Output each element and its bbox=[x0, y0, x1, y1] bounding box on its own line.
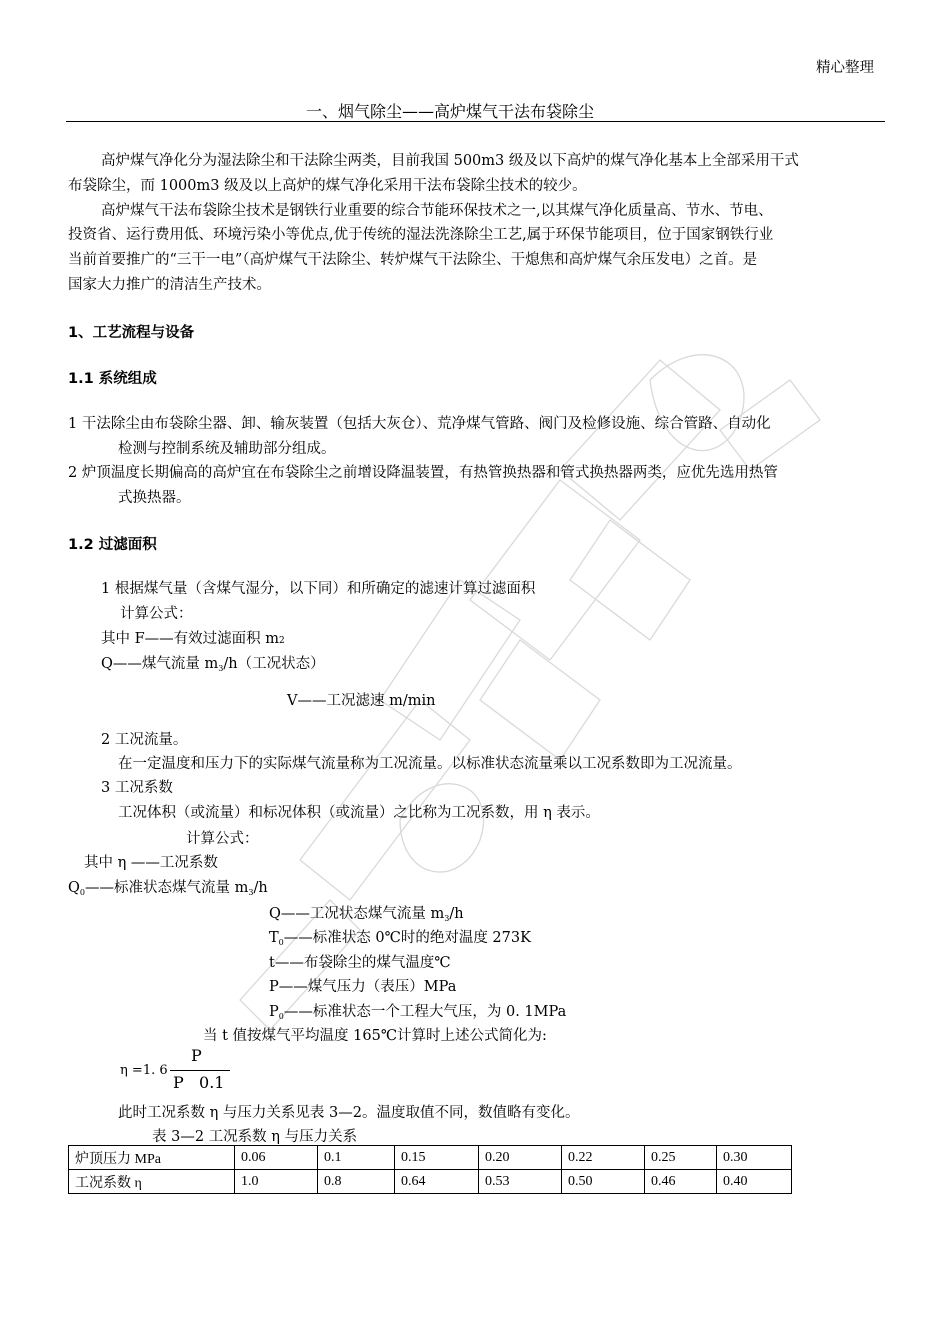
table-cell: 0.15 bbox=[395, 1146, 479, 1170]
working-coef-heading: 3 工况系数 bbox=[101, 780, 173, 796]
equation-denominator: P 0.1 bbox=[173, 1073, 225, 1092]
header-label: 精心整理 bbox=[816, 60, 874, 76]
table-cell: 1.0 bbox=[235, 1170, 318, 1194]
table-cell: 0.1 bbox=[318, 1146, 395, 1170]
table-cell: 0.22 bbox=[562, 1146, 645, 1170]
eta-definition: 其中 η ——工况系数 bbox=[84, 855, 218, 871]
section-heading: 1、工艺流程与设备 bbox=[68, 325, 195, 341]
simplify-line: 当 t 值按煤气平均温度 165℃计算时上述公式简化为: bbox=[203, 1028, 547, 1044]
fraction-bar bbox=[170, 1070, 230, 1071]
item2-line2: 式换热器。 bbox=[118, 490, 191, 506]
pressure-coef-table bbox=[68, 1145, 792, 1194]
t0-definition: $T_0——$标准状态 0℃时的绝对温度 273K bbox=[269, 930, 531, 947]
intro-p2-line3: 当前首要推广的“三干一电”（高炉煤气干法除尘、转炉煤气干法除尘、干熄焦和高炉煤气余压发电）之首。是 bbox=[68, 252, 758, 268]
q-work-definition: Q——工况状态煤气流量 $m_3/h$ bbox=[269, 906, 464, 923]
intro-p2-line1: 高炉煤气干法布袋除尘技术是钢铁行业重要的综合节能环保技术之一,以其煤气净化质量高、节水、节电、 bbox=[101, 203, 773, 219]
intro-p2-line4: 国家大力推广的清洁生产技术。 bbox=[68, 277, 271, 293]
item1-line1: 1 干法除尘由布袋除尘器、卸、输灰装置（包括大灰仓）、荒净煤气管路、阀门及检修设施、综合管路、自动化 bbox=[68, 416, 771, 432]
table-cell: 0.20 bbox=[479, 1146, 562, 1170]
intro-p1-line2: 布袋除尘，而 1000m3 级及以上高炉的煤气净化采用干法布袋除尘技术的较少。 bbox=[68, 178, 587, 194]
table-cell: 0.25 bbox=[645, 1146, 717, 1170]
table-cell: 工况系数 η bbox=[69, 1170, 235, 1194]
v-definition: V——工况滤速 m/min bbox=[287, 693, 436, 709]
table-cell: 0.46 bbox=[645, 1170, 717, 1194]
table-cell: 0.30 bbox=[717, 1146, 792, 1170]
working-flow-heading: 2 工况流量。 bbox=[101, 732, 188, 748]
t-definition: t——布袋除尘的煤气温度℃ bbox=[269, 955, 451, 971]
equation-numerator: P bbox=[191, 1046, 202, 1065]
table-cell: 0.50 bbox=[562, 1170, 645, 1194]
table-cell: 0.06 bbox=[235, 1146, 318, 1170]
working-flow-desc: 在一定温度和压力下的实际煤气流量称为工况流量。以标准状态流量乘以工况系数即为工况流量。 bbox=[118, 756, 742, 772]
equation-lhs: η =1. 6 bbox=[120, 1063, 168, 1078]
working-coef-desc: 工况体积（或流量）和标况体积（或流量）之比称为工况系数，用 η 表示。 bbox=[118, 805, 600, 821]
table-cell: 0.64 bbox=[395, 1170, 479, 1194]
table-cell: 0.8 bbox=[318, 1170, 395, 1194]
intro-p1-line1: 高炉煤气净化分为湿法除尘和干法除尘两类，目前我国 500m3 级及以下高炉的煤气净化基本上全部采用干式 bbox=[101, 153, 799, 169]
page-title: 一、烟气除尘——高炉煤气干法布袋除尘 bbox=[306, 102, 595, 121]
item2-line1: 2 炉顶温度长期偏高的高炉宜在布袋除尘之前增设降温装置，有热管换热器和管式换热器两类，应优先选用热管 bbox=[68, 465, 778, 481]
subsection-heading-1-1: 1.1 系统组成 bbox=[68, 371, 157, 387]
table-cell: 炉顶压力 MPa bbox=[69, 1146, 235, 1170]
table-row bbox=[69, 1146, 792, 1170]
title-rule bbox=[66, 121, 885, 122]
formula-label-1: 计算公式： bbox=[120, 606, 193, 622]
filter-area-line: 1 根据煤气量（含煤气湿分，以下同）和所确定的滤速计算过滤面积 bbox=[101, 581, 536, 597]
table-cell: 0.40 bbox=[717, 1170, 792, 1194]
p-definition: P——煤气压力（表压）MPa bbox=[269, 979, 457, 995]
q-definition: Q——煤气流量 $m_3/h$（工况状态） bbox=[101, 656, 325, 673]
item1-line2: 检测与控制系统及辅助部分组成。 bbox=[118, 441, 336, 457]
table-cell: 0.53 bbox=[479, 1170, 562, 1194]
table-reference: 此时工况系数 η 与压力关系见表 3—2。温度取值不同，数值略有变化。 bbox=[118, 1105, 580, 1121]
f-definition: 其中 F——有效过滤面积 m2 bbox=[101, 631, 285, 647]
p0-definition: $P_0——$标准状态一个工程大气压，为 0. 1MPa bbox=[269, 1004, 567, 1021]
table-caption: 表 3—2 工况系数 η 与压力关系 bbox=[152, 1129, 358, 1145]
intro-p2-line2: 投资省、运行费用低、环境污染小等优点,优于传统的湿法洗涤除尘工艺,属于环保节能项目，位于国家钢铁行业 bbox=[68, 227, 774, 243]
subsection-heading-1-2: 1.2 过滤面积 bbox=[68, 537, 157, 553]
formula-label-2: 计算公式： bbox=[186, 831, 259, 847]
table-row bbox=[69, 1170, 792, 1194]
q0-definition: $Q_0——$标准状态煤气流量 $m_3/h$ bbox=[68, 880, 268, 897]
